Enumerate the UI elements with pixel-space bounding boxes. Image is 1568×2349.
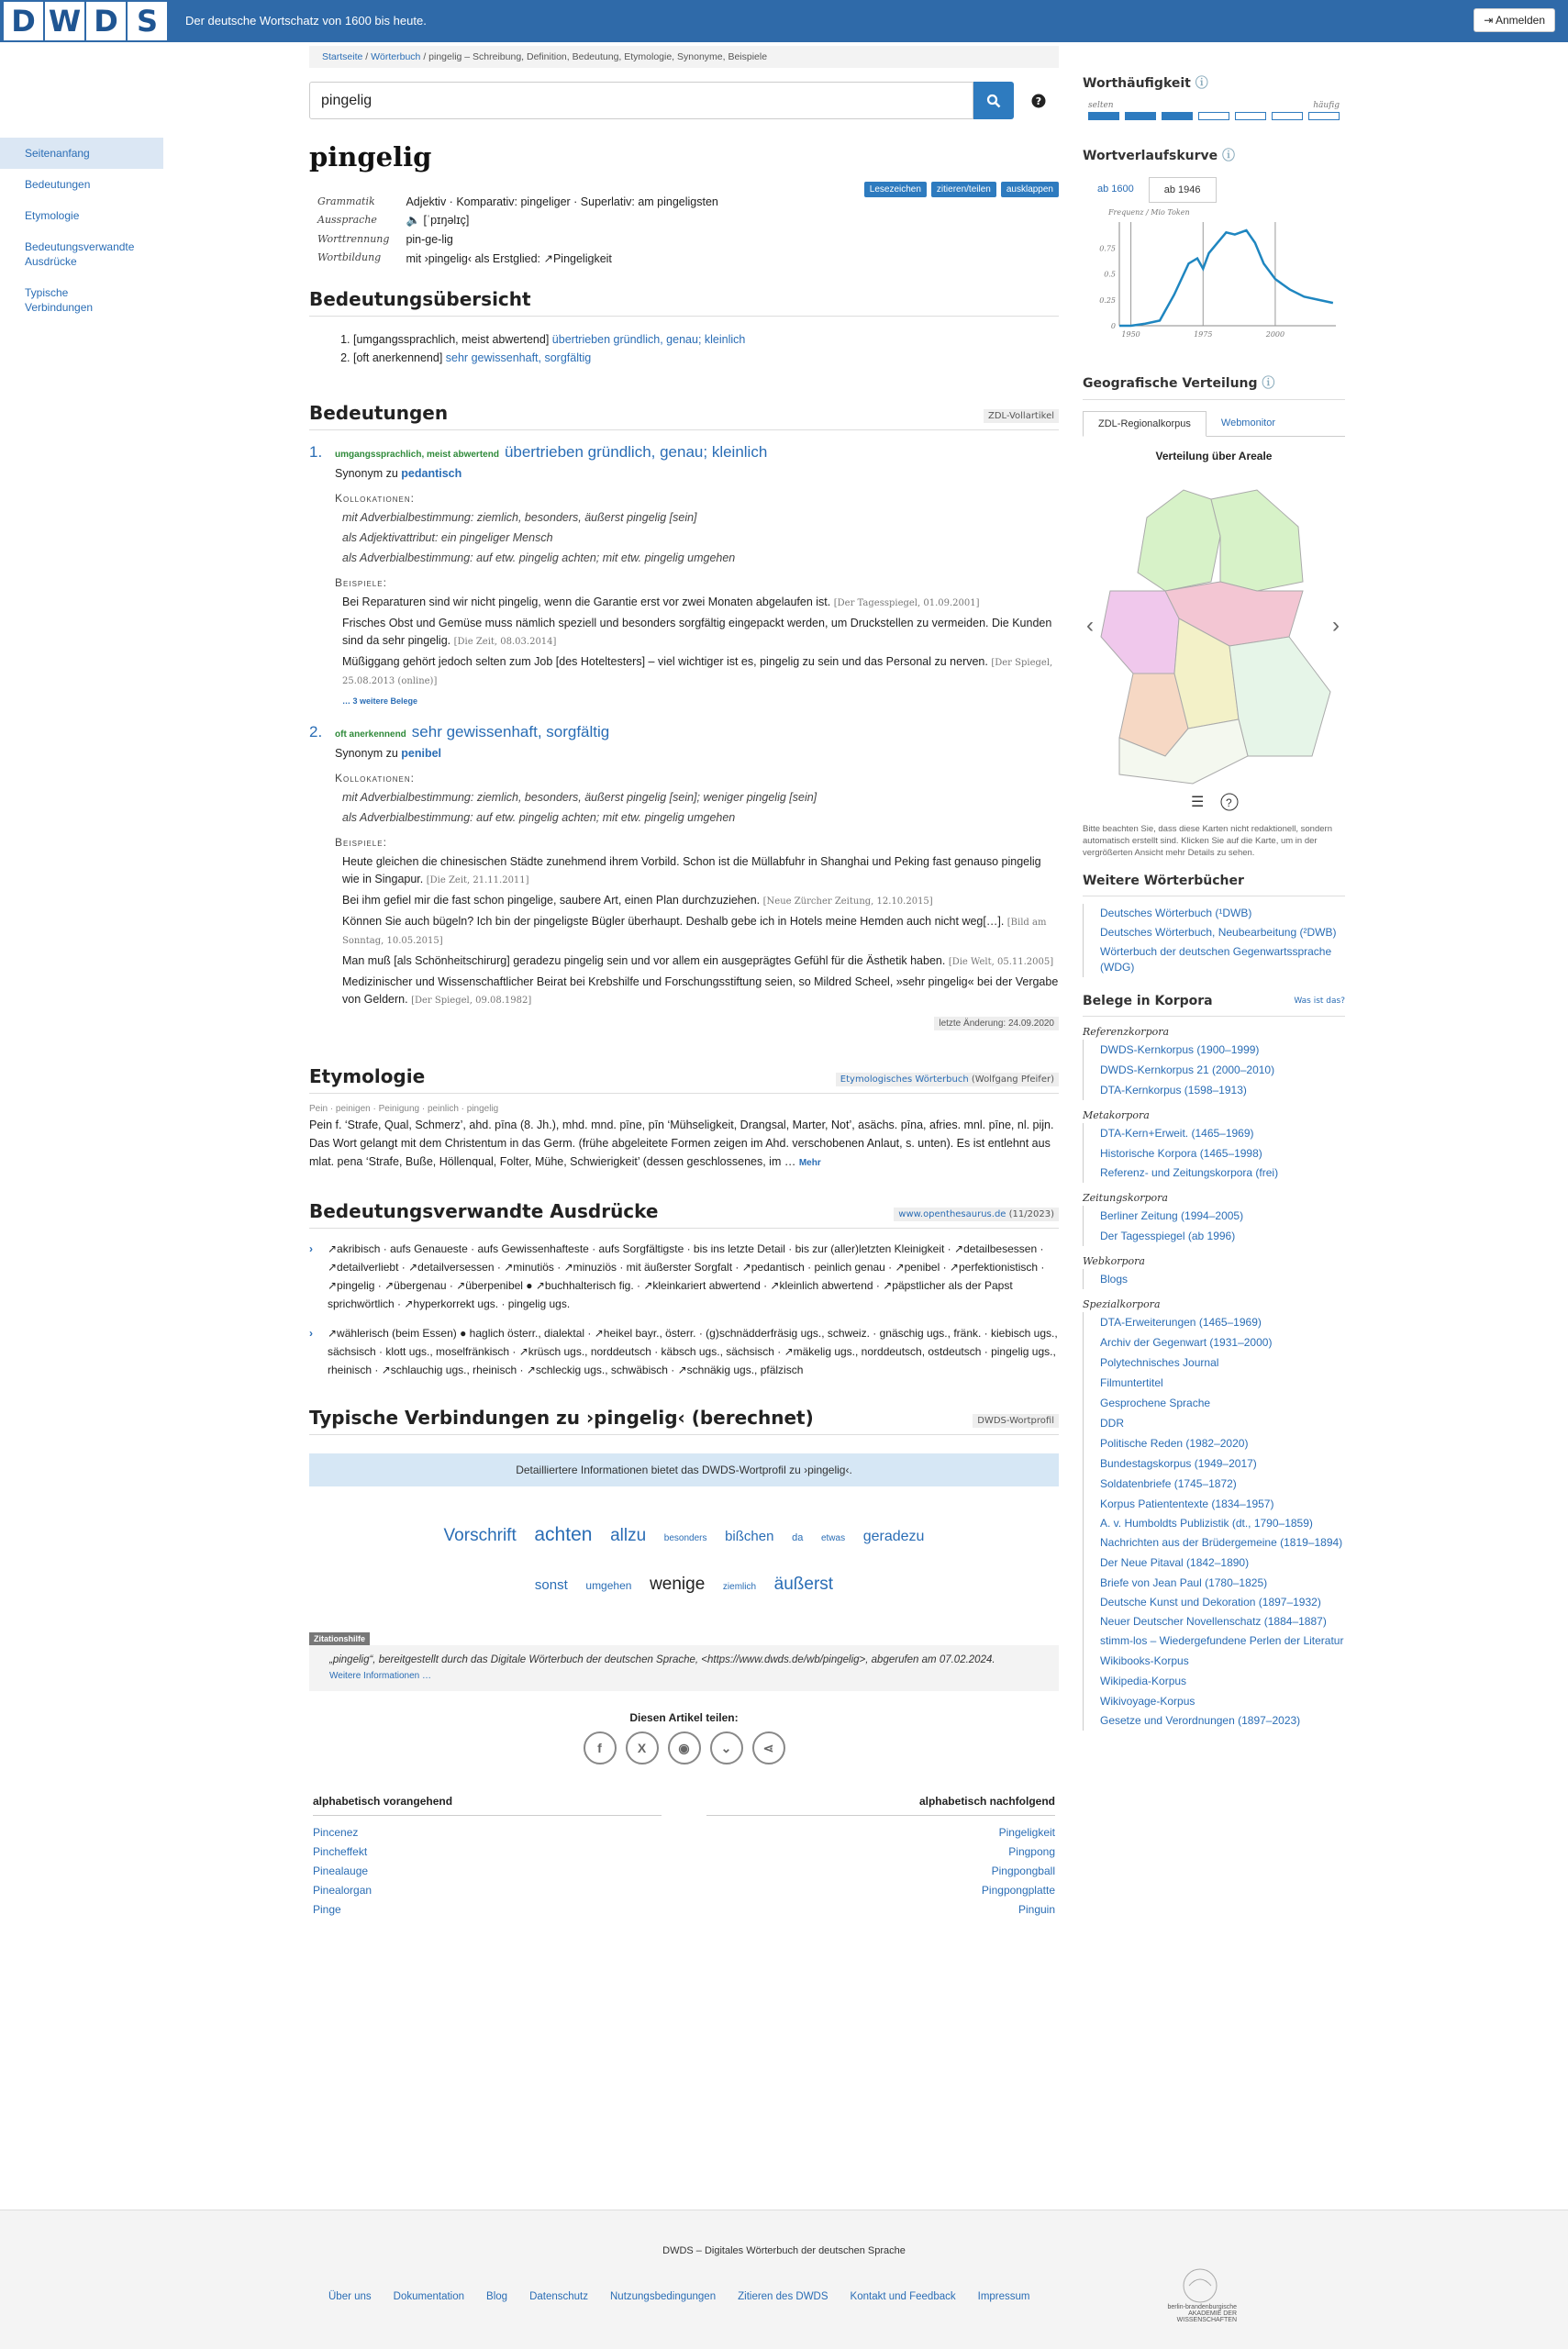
typical-heading (309, 1407, 1059, 1435)
tab-ab-1600[interactable]: ab 1600 (1097, 184, 1134, 195)
korpora-group-heading: Zeitungskorpora (1083, 1192, 1168, 1204)
example-text: Frisches Obst und Gemüse muss nämlich speziell und besonders sorgfältig eingepackt werden, um Druckstellen zu vermeiden. Die Kunden sind da sehr pingelig. (342, 617, 1052, 647)
right-sidebar (1083, 73, 1345, 1731)
korpora-group-heading: Webkorpora (1083, 1255, 1145, 1267)
example-text: Bei ihm gefiel mir die fast schon pingelige, saubere Art, einen Plan durchzuziehen. (342, 894, 761, 907)
curve-ytick-label: 0.75 (1099, 244, 1116, 253)
chevron-left-icon[interactable]: ‹ (1086, 613, 1094, 638)
collocations-label: Kollokationen: (335, 772, 415, 785)
help-icon (1031, 94, 1046, 108)
sense-1 (309, 443, 1059, 710)
frequency-bar-segment (1088, 112, 1119, 120)
alpha-next-label: alphabetisch nachfolgend (706, 1792, 1055, 1816)
korpora-heading (1083, 994, 1345, 1017)
korpus-link[interactable]: stimm-los – Wiedergefundene Perlen der Literatur (1083, 1631, 1345, 1651)
map-legend-icons[interactable] (1191, 794, 1238, 810)
tab-ab-1946[interactable]: ab 1946 (1149, 177, 1217, 203)
crumb-current: pingelig – Schreibung, Definition, Bedeutung, Etymologie, Synonyme, Beispiele (428, 51, 768, 62)
korpus-link[interactable]: Berliner Zeitung (1994–2005) (1083, 1206, 1345, 1226)
reddit-icon[interactable]: ◉ (668, 1731, 701, 1765)
alpha-link[interactable]: Pingpongball (991, 1865, 1055, 1877)
footer-link[interactable]: Zitieren des DWDS (738, 2291, 828, 2302)
cloud-word[interactable]: umgehen (585, 1579, 632, 1592)
etymology-body (309, 1103, 1059, 1173)
korpus-link[interactable]: Neuer Deutscher Novellenschatz (1884–1887) (1083, 1612, 1345, 1631)
collocation: als Adverbialbestimmung: auf etw. pingelig achten; mit etw. pingelig umgehen (342, 551, 736, 564)
overview-item (353, 349, 1059, 367)
korpus-link[interactable]: Blogs (1083, 1269, 1345, 1289)
footer-links (328, 2291, 1568, 2302)
map-region-north-east (1211, 490, 1303, 591)
tab-zdl-regional[interactable]: ZDL-Regionalkorpus (1083, 411, 1207, 437)
dwds-logo[interactable] (4, 2, 167, 40)
share-label: Diesen Artikel teilen: (629, 1711, 739, 1724)
frequency-curve-chart[interactable] (1083, 202, 1345, 349)
footer (0, 2210, 1568, 2349)
cloud-word[interactable]: wenige (650, 1575, 706, 1594)
dicts-heading: Weitere Wörterbücher (1083, 874, 1345, 896)
example-text: Medizinischer und Wissenschaftlicher Beirat bei Krebshilfe und Forschungsstiftung seien, so Mildred Scheel, »sehr pingelig« bei der Vergabe von Geldern. (342, 975, 1059, 1006)
footer-link[interactable]: Blog (486, 2291, 508, 2302)
overview-register: [umgangssprachlich, meist abwertend] (353, 333, 550, 346)
x-icon[interactable]: X (626, 1731, 659, 1765)
sense-register: oft anerkennend (335, 729, 406, 740)
frequency-bar-segment (1308, 112, 1340, 120)
logo-letter: D (86, 2, 126, 40)
example-citation: [Die Zeit, 08.03.2014] (453, 637, 557, 647)
example-citation: [Die Zeit, 21.11.2011] (426, 875, 529, 885)
korpora-list (1083, 1269, 1345, 1289)
search-icon (986, 94, 1001, 108)
pocket-icon[interactable]: ⌄ (710, 1731, 743, 1765)
tab-webmonitor[interactable]: Webmonitor (1220, 417, 1275, 429)
bbaw-logo[interactable] (1090, 2266, 1237, 2321)
footer-link[interactable]: Nutzungsbedingungen (610, 2291, 717, 2302)
word-cloud (309, 1512, 1059, 1610)
cloud-word[interactable]: allzu (610, 1526, 647, 1545)
collocations-label: Kollokationen: (335, 492, 415, 505)
sense-2 (309, 723, 1059, 1009)
overview-heading (309, 288, 1059, 317)
article-actions (864, 182, 1059, 197)
meanings-source: ZDL-Vollartikel (984, 409, 1059, 423)
synonym-link[interactable]: penibel (401, 747, 442, 760)
info-icon[interactable]: ⓘ (1222, 149, 1235, 163)
korpus-link[interactable]: Bundestagskorpus (1949–2017) (1083, 1453, 1345, 1474)
korpus-link[interactable]: Deutsche Kunst und Dekoration (1897–1932) (1083, 1593, 1345, 1612)
facebook-icon[interactable]: f (584, 1731, 617, 1765)
footer-title: DWDS – Digitales Wörterbuch der deutschen Sprache (662, 2245, 906, 2256)
korpus-link[interactable]: Wikipedia-Korpus (1083, 1671, 1345, 1691)
alpha-link[interactable]: Pinguin (1018, 1903, 1055, 1916)
alpha-link[interactable]: Pincenez (313, 1826, 359, 1839)
footer-link[interactable]: Kontakt und Feedback (850, 2291, 956, 2302)
info-icon[interactable]: ⓘ (1195, 76, 1208, 91)
citation-box (309, 1645, 1059, 1691)
korpora-group-heading: Spezialkorpora (1083, 1298, 1161, 1310)
map-region-north-west (1138, 490, 1220, 591)
map-region-west (1101, 591, 1179, 674)
curve-ytick-label: 0 (1110, 322, 1116, 330)
geo-heading (1083, 373, 1345, 400)
korpus-link[interactable]: Politische Reden (1982–2020) (1083, 1433, 1345, 1453)
example-citation: [Der Tagesspiegel, 01.09.2001] (833, 598, 980, 608)
cloud-word[interactable]: Vorschrift (443, 1526, 517, 1545)
distribution-map[interactable] (1083, 462, 1345, 811)
sidenav-item-typical[interactable]: Typische Verbindungen (25, 286, 94, 314)
synonym-link[interactable]: pedantisch (401, 467, 462, 480)
typical-title: Typische Verbindungen zu ›pingelig‹ (berechnet) (309, 1407, 814, 1429)
example-text: Man muß [als Schönheitschirurg] geradezu pingelig sein und vor allem ein ausgeprägtes Gefühl für die Ästhetik haben. (342, 954, 946, 967)
logo-letter: W (45, 2, 84, 40)
curve-heading (1083, 146, 1345, 164)
korpus-link[interactable]: Gesprochene Sprache (1083, 1393, 1345, 1413)
alpha-link[interactable]: Pingeligkeit (998, 1826, 1055, 1839)
korpora-list (1083, 1040, 1345, 1100)
bbaw-text: berlin-brandenburgische AKADEMIE DER WISSENSCHAFTEN (1167, 2304, 1237, 2323)
etymology-heading (309, 1065, 1059, 1094)
search-input[interactable] (309, 82, 973, 119)
related-source (894, 1208, 1059, 1221)
etymology-title: Etymologie (309, 1065, 426, 1087)
sense-register: umgangssprachlich, meist abwertend (335, 450, 499, 460)
pronunciation-key: Aussprache (317, 214, 377, 226)
alphabetical-navigation (309, 1792, 1059, 1920)
korpus-link[interactable]: Wikivoyage-Korpus (1083, 1691, 1345, 1711)
related-source-link[interactable]: www.openthesaurus.de (898, 1209, 1006, 1219)
example-citation: [Neue Zürcher Zeitung, 12.10.2015] (762, 896, 933, 907)
overview-item (353, 330, 1059, 349)
synonym-label: Synonym zu (335, 467, 398, 480)
curve-title: Wortverlaufskurve (1083, 149, 1218, 163)
curve-ylabel: Frequenz / Mio Token (1108, 208, 1190, 217)
footer-link[interactable]: Dokumentation (393, 2291, 465, 2302)
alpha-link[interactable]: Pinealorgan (313, 1884, 373, 1897)
map-title: Verteilung über Areale (1155, 450, 1273, 462)
svg-text:?: ? (1035, 95, 1042, 107)
login-button[interactable] (1473, 8, 1555, 32)
related-source-date: (11/2023) (1008, 1209, 1054, 1219)
word-formation-value[interactable]: mit ›pingelig‹ als Erstglied: ↗Pingeligkeit (406, 252, 612, 265)
main-content (309, 42, 1059, 1920)
share-section (309, 1711, 1059, 1765)
related-title: Bedeutungsverwandte Ausdrücke (309, 1200, 659, 1222)
overview-title: Bedeutungsübersicht (309, 288, 531, 310)
etymology-related-words: Pein · peinigen · Peinigung · peinlich · pingelig (309, 1104, 499, 1114)
overview-register: [oft anerkennend] (353, 351, 443, 364)
overview-link[interactable]: sehr gewissenhaft, sorgfältig (445, 351, 592, 364)
more-examples-link[interactable]: … 3 weitere Belege (342, 696, 418, 706)
korpora-group-heading: Referenzkorpora (1083, 1026, 1170, 1038)
alpha-prev (313, 1792, 662, 1920)
alpha-next (706, 1792, 1055, 1920)
top-bar (0, 0, 1568, 42)
expand-button[interactable]: ausklappen (1001, 182, 1059, 197)
related-terms[interactable]: ↗akribisch · aufs Genaueste · aufs Gewissenhafteste · aufs Sorgfältigste · bis ins letzte Detail · bis zur (aller)letzten Kleinigkeit · ↗detailbesessen · ↗detailverliebt · ↗detailversessen · ↗minutiös · ↗minuziös · mit äußerster Sorgfalt · ↗pedantisch · peinlich genau · ↗penibel · ↗perfektionistisch · ↗pingelig · ↗übergenau · ↗überpenibel ● ↗buchhalterisch fig. · ↗kleinkariert abwertend · ↗kleinlich abwertend · ↗päpstlicher als der Papst sprichwörtlich · ↗hyperkorrekt ugs. · pingelig ugs. (328, 1242, 1045, 1310)
alpha-prev-label: alphabetisch vorangehend (313, 1792, 662, 1816)
sidenav-item-etymology[interactable]: Etymologie (25, 209, 80, 222)
korpus-link[interactable]: Soldatenbriefe (1745–1872) (1083, 1474, 1345, 1494)
korpus-link[interactable]: DTA-Kern+Erweit. (1465–1969) (1083, 1123, 1345, 1143)
geo-title: Geografische Verteilung (1083, 376, 1258, 391)
korpus-link[interactable]: Nachrichten aus der Brüdergemeine (1819–1894) (1083, 1533, 1345, 1553)
login-label: Anmelden (1495, 14, 1545, 27)
chevron-right-icon[interactable]: › (309, 1242, 313, 1255)
cloud-word[interactable]: bißchen (725, 1529, 774, 1544)
curve-series-line (1119, 230, 1333, 326)
wortprofil-banner[interactable]: Detailliertere Informationen bietet das DWDS-Wortprofil zu ›pingelig‹. (309, 1453, 1059, 1486)
korpus-link[interactable]: DWDS-Kernkorpus (1900–1999) (1083, 1040, 1345, 1060)
example-text: Müßiggang gehört jedoch selten zum Job [des Hoteltesters] – viel wichtiger ist es, pingelig zu sein und das Personal zu nerven. (342, 655, 988, 668)
pronunciation-value[interactable]: 🔈 [ˈpɪŋəlɪç] (406, 214, 470, 227)
korpus-link[interactable]: DWDS-Kernkorpus 21 (2000–2010) (1083, 1060, 1345, 1080)
map-region-south-east (1229, 637, 1330, 756)
example-citation: [Der Spiegel, 09.08.1982] (411, 996, 532, 1006)
sense-number: 2. (309, 723, 323, 740)
freq-high-label: häufig (1313, 101, 1340, 110)
footer-link[interactable]: Impressum (977, 2291, 1030, 2302)
citation-text: „pingelig“, bereitgestellt durch das Digitale Wörterbuch der deutschen Sprache, <https://www.dwds.de/wb/pingelig>, abgerufen am 07.02.2024. (329, 1654, 995, 1665)
examples-label: Beispiele: (335, 836, 387, 849)
collocation: als Adverbialbestimmung: auf etw. pingelig achten; mit etw. pingelig umgehen (342, 811, 736, 824)
sidenav-item-top[interactable]: Seitenanfang (0, 138, 163, 169)
etymology-source (836, 1073, 1059, 1086)
grammar-table (309, 193, 727, 268)
meanings-heading (309, 402, 1059, 430)
login-icon: ⇥ (1484, 14, 1496, 27)
svg-text:?: ? (1226, 796, 1232, 809)
example-citation: [Bild am Sonntag, 10.05.2015] (342, 918, 1047, 946)
frequency-bar-segment (1125, 112, 1156, 120)
korpora-list (1083, 1206, 1345, 1246)
last-change (309, 1019, 1059, 1029)
examples-label: Beispiele: (335, 576, 387, 589)
alpha-link[interactable]: Pinge (313, 1903, 341, 1916)
curve-xtick-label: 1975 (1194, 330, 1213, 339)
etymology-source-link[interactable]: Etymologisches Wörterbuch (840, 1074, 969, 1085)
freq-low-label: selten (1088, 101, 1114, 110)
frequency-bar-segment (1272, 112, 1303, 120)
example-text: Können Sie auch bügeln? Ich bin der pingeligste Bügler überhaupt. Deshalb gebe ich in Hotels meine Hemden auch nicht weg[…]. (342, 915, 1005, 928)
side-navigation (0, 138, 163, 323)
frequency-title: Worthäufigkeit (1083, 76, 1191, 91)
korpora-title: Belege in Korpora (1083, 994, 1213, 1008)
korpora-groups (1083, 1026, 1345, 1731)
cloud-word[interactable]: achten (534, 1524, 593, 1545)
korpus-link[interactable]: DTA-Erweiterungen (1465–1969) (1083, 1312, 1345, 1332)
share-icon[interactable]: ⋖ (752, 1731, 785, 1765)
korpus-link[interactable]: Der Tagesspiegel (ab 1996) (1083, 1226, 1345, 1246)
tagline: Der deutsche Wortschatz von 1600 bis heute. (185, 14, 427, 28)
help-button[interactable] (1018, 82, 1059, 119)
footer-link[interactable]: Datenschutz (529, 2291, 588, 2302)
etymology-author: (Wolfgang Pfeifer) (971, 1074, 1054, 1085)
overview-link[interactable]: übertrieben gründlich, genau; kleinlich (551, 333, 746, 346)
sense-number: 1. (309, 443, 323, 461)
hyphenation-key: Worttrennung (317, 233, 390, 245)
meanings-title: Bedeutungen (309, 402, 449, 424)
curve-xtick-label: 1950 (1121, 330, 1140, 339)
collocation: mit Adverbialbestimmung: ziemlich, besonders, äußerst pingelig [sein]; weniger pingelig [sein] (342, 791, 817, 804)
related-group (309, 1240, 1059, 1313)
korpora-group-heading: Metakorpora (1083, 1109, 1150, 1121)
example-text: Bei Reparaturen sind wir nicht pingelig, wenn die Garantie erst vor zwei Monaten abgelaufen ist. (342, 596, 831, 608)
korpus-link[interactable]: Historische Korpora (1465–1998) (1083, 1143, 1345, 1163)
dicts-list (1083, 904, 1345, 977)
alpha-link[interactable]: Pingpong (1008, 1845, 1055, 1858)
citation-more-link[interactable]: Weitere Informationen … (329, 1671, 431, 1681)
breadcrumb: Startseite / Wörterbuch / pingelig – Schreibung, Definition, Bedeutung, Etymologie, Synonyme, Beispiele (309, 46, 1059, 68)
curve-tabs (1083, 177, 1345, 202)
cloud-word[interactable]: besonders (663, 1533, 707, 1543)
related-heading (309, 1200, 1059, 1229)
korpus-link[interactable]: Filmuntertitel (1083, 1373, 1345, 1393)
frequency-bars (1083, 112, 1345, 120)
korpus-link[interactable]: Briefe von Jean Paul (1780–1825) (1083, 1573, 1345, 1593)
alpha-link[interactable]: Pinealauge (313, 1865, 369, 1877)
curve-ytick-label: 0.25 (1099, 295, 1116, 305)
korpus-link[interactable]: Archiv der Gegenwart (1931–2000) (1083, 1332, 1345, 1353)
frequency-bar-segment (1235, 112, 1266, 120)
cite-share-button[interactable]: zitieren/teilen (931, 182, 996, 197)
geo-tabs (1083, 411, 1345, 437)
cloud-word[interactable]: ziemlich (722, 1582, 757, 1592)
bookmark-button[interactable]: Lesezeichen (864, 182, 927, 197)
dict-link[interactable]: Wörterbuch der deutschen Gegenwartssprache (WDG) (1083, 942, 1345, 977)
related-terms[interactable]: ↗wählerisch (beim Essen) ● haglich österr., dialektal · ↗heikel bayr., österr. · (g)schnädderfräsig ugs., schweiz. · gnäschig ugs., fränk. · kiebisch ugs., sächsisch · klott ugs., moselfränkisch · ↗krüsch ugs., norddeutsch · käbsch ugs., sächsisch · ↗mäkelig ugs., norddeutsch, ostdeutsch · pingelig ugs., rheinisch · ↗schlauchig ugs., rheinisch · ↗schleckig ugs., schwäbisch · ↗schnäkig ugs., pfälzisch (328, 1327, 1058, 1376)
logo-letter: S (128, 2, 167, 40)
related-group (309, 1324, 1059, 1379)
curve-xtick-label: 2000 (1265, 330, 1285, 339)
synonym-label: Synonym zu (335, 747, 398, 760)
korpora-what-link[interactable]: Was ist das? (1294, 996, 1345, 1006)
list-icon: ☰ (1191, 795, 1205, 810)
typical-source[interactable]: DWDS-Wortprofil (973, 1414, 1059, 1428)
example-citation: [Die Welt, 05.11.2005] (948, 957, 1054, 967)
footer-link[interactable]: Über uns (328, 2291, 372, 2302)
cloud-word[interactable]: sonst (534, 1577, 568, 1593)
grammar-value: Adjektiv · Komparativ: pingeliger · Superlativ: am pingeligsten (406, 195, 718, 208)
korpus-link[interactable]: DDR (1083, 1413, 1345, 1433)
sense-definition: sehr gewissenhaft, sorgfältig (411, 723, 610, 740)
hyphenation-value: pin-ge-lig (406, 233, 453, 246)
lemma-title: pingelig (309, 141, 432, 173)
korpus-link[interactable]: Wikibooks-Korpus (1083, 1651, 1345, 1671)
curve-ytick-label: 0.5 (1104, 270, 1116, 279)
korpora-list (1083, 1123, 1345, 1183)
collocation: mit Adverbialbestimmung: ziemlich, besonders, äußerst pingelig [sein] (342, 511, 697, 524)
alpha-link[interactable]: Pincheffekt (313, 1845, 368, 1858)
korpus-link[interactable]: A. v. Humboldts Publizistik (dt., 1790–1859) (1083, 1514, 1345, 1533)
logo-letter: D (4, 2, 43, 40)
korpora-list (1083, 1312, 1345, 1731)
frequency-heading (1083, 73, 1345, 92)
search-button[interactable] (973, 82, 1014, 119)
frequency-bar-segment (1198, 112, 1229, 120)
search-bar (309, 82, 1059, 119)
cloud-word[interactable]: geradezu (862, 1529, 925, 1544)
etymology-more-link[interactable]: Mehr (798, 1158, 821, 1168)
crumb-dict[interactable]: Wörterbuch (371, 51, 421, 62)
info-icon[interactable]: ⓘ (1262, 376, 1275, 391)
korpus-link[interactable]: Referenz- und Zeitungskorpora (frei) (1083, 1163, 1345, 1183)
collocation: als Adjektivattribut: ein pingeliger Mensch (342, 531, 553, 544)
etymology-text: Pein f. ‘Strafe, Qual, Schmerz’, ahd. pīna (8. Jh.), mhd. mnd. pīne, pīn ‘Mühseligkeit, Drangsal, Marter, Not’, asächs. pīna, afries. mnl. pīne, nl. pijn. Das Wort gelangt mit dem Christentum in das Germ. (frühe abgeleitete Formen zeigen im Ahd. verschobenen Anlaut, s. unten). Es ist entlehnt aus mlat. pena ‘Strafe, Buße, Höllenqual, Folter, Mühe, Schwierigkeit’ (dessen geschlossenes, im … (309, 1119, 1054, 1168)
korpus-link[interactable]: Polytechnisches Journal (1083, 1353, 1345, 1373)
korpus-link[interactable]: Der Neue Pitaval (1842–1890) (1083, 1553, 1345, 1573)
chevron-right-icon[interactable]: › (1332, 613, 1340, 638)
cloud-word[interactable]: da (792, 1532, 804, 1543)
crumb-home[interactable]: Startseite (322, 51, 363, 62)
sidenav-item-related[interactable]: Bedeutungsverwandte Ausdrücke (25, 240, 135, 268)
dict-link[interactable]: Deutsches Wörterbuch (¹DWB) (1083, 904, 1345, 923)
example-citation: [Der Spiegel, 25.08.2013 (online)] (342, 658, 1053, 686)
alpha-link[interactable]: Pingpongplatte (981, 1884, 1055, 1897)
cloud-word[interactable]: etwas (820, 1533, 846, 1543)
last-change-text: letzte Änderung: 24.09.2020 (934, 1017, 1059, 1030)
chevron-right-icon[interactable]: › (309, 1327, 313, 1340)
korpus-link[interactable]: DTA-Kernkorpus (1598–1913) (1083, 1080, 1345, 1100)
korpus-link[interactable]: Korpus Patiententexte (1834–1957) (1083, 1494, 1345, 1514)
citation-label: Zitationshilfe (309, 1632, 370, 1645)
word-formation-key: Wortbildung (317, 251, 382, 263)
grammar-key: Grammatik (317, 195, 375, 207)
map-note: Bitte beachten Sie, dass diese Karten nicht redaktionell, sondern automatisch erstellt sind. Klicken Sie auf die Karte, um in der vergrößerten Ansicht mehr Details zu sehen. (1083, 824, 1332, 858)
frequency-bar-segment (1162, 112, 1193, 120)
sidenav-item-meanings[interactable]: Bedeutungen (25, 178, 91, 191)
example-text: Heute gleichen die chinesischen Städte zunehmend ihrem Vorbild. Schon ist die Müllabfuhr in Shanghai und Peking fast genauso pingelig wie in Singapur. (342, 855, 1041, 885)
sense-definition: übertrieben gründlich, genau; kleinlich (504, 443, 768, 461)
korpus-link[interactable]: Gesetze und Verordnungen (1897–2023) (1083, 1711, 1345, 1731)
dict-link[interactable]: Deutsches Wörterbuch, Neubearbeitung (²DWB) (1083, 923, 1345, 942)
cloud-word[interactable]: äußerst (773, 1575, 834, 1594)
overview-list (353, 330, 1059, 367)
